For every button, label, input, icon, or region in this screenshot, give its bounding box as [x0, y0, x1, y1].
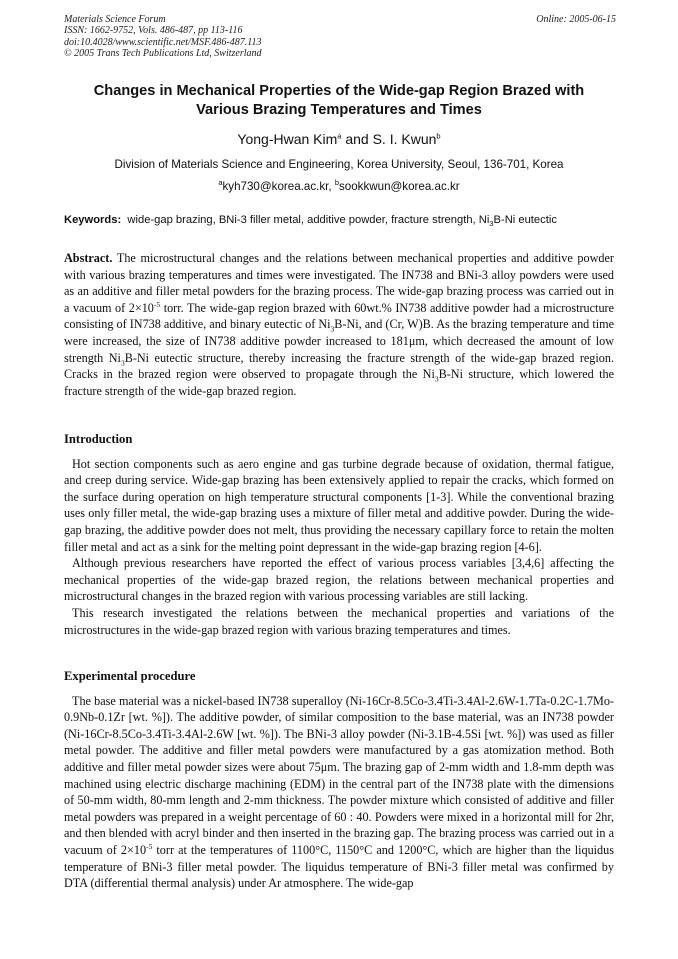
abstract-text-3: B-Ni, and (Cr, W)B. As the brazing temperature and time were increased, the size of IN738 additive powder increased to 181μm, which decreased the amount of low strength Ni: [64, 317, 614, 365]
keywords-text: wide-gap brazing, BNi-3 filler metal, additive powder, fracture strength, Ni: [127, 214, 490, 226]
abstract-text-1: The microstructural changes and the relations between mechanical properties and additive powder with various brazing temperatures and times were investigated. The IN738 and BNi-3 alloy powders were used as an additive and filler metal powders for the brazing process. The wide-gap brazing process was carried out in a vacuum of 2×10: [64, 251, 614, 315]
keywords-tail: B-Ni eutectic: [493, 214, 557, 226]
abstract-paragraph: [64, 250, 614, 399]
keywords-sub: 3: [489, 219, 494, 229]
abstract-text-5: B-Ni structure, which lowered the fracture strength of the wide-gap brazed region.: [64, 367, 614, 398]
email-b[interactable]: sookkwun@korea.ac.kr: [338, 180, 460, 193]
abstract-section: [64, 250, 614, 399]
abstract-sup: -5: [153, 299, 161, 309]
title-line-2: Various Brazing Temperatures and Times: [196, 102, 482, 118]
abstract-sub-2: 3: [120, 358, 125, 367]
author-separator: and: [341, 131, 373, 147]
email-a-mark: a: [218, 178, 223, 188]
copyright-line: © 2005 Trans Tech Publications Ltd, Switzerland: [64, 48, 262, 60]
abstract-sub-1: 3: [330, 324, 335, 334]
author-2-mark: b: [436, 131, 441, 141]
abstract-text-2: torr. The wide-gap region brazed with 60wt.% IN738 additive powder had a microstructure consisting of IN738 additive, and binary eutectic of Ni: [64, 300, 615, 332]
experimental-paragraph: [64, 693, 614, 892]
introduction-paragraph-3: This research investigated the relations between the mechanical properties and variations of the microstructures in the wide-gap brazed region with various brazing temperatures and times.: [64, 605, 614, 637]
title-line-1: Changes in Mechanical Properties of the Wide-gap Region Brazed with: [93, 83, 585, 99]
abstract-text-4: B-Ni eutectic structure, thereby increasing the fracture strength of the wide-gap brazed region. Cracks in the brazed region were observed to propagate through the Ni: [64, 350, 614, 382]
experimental-sup: -5: [146, 841, 153, 851]
introduction-section: [64, 431, 614, 638]
author-1-mark: a: [337, 131, 342, 141]
author-list: [40, 130, 638, 148]
email-a[interactable]: kyh730@korea.ac.kr,: [222, 180, 335, 193]
issn-line: ISSN: 1662-9752, Vols. 486-487, pp 113-116: [64, 25, 243, 37]
paper-title: [40, 82, 638, 120]
email-b-mark: b: [334, 178, 339, 188]
experimental-text-1: The base material was a nickel-based IN738 superalloy (Ni-16Cr-8.5Co-3.4Ti-3.4Al-2.6W-1.7Ta-0.2C-1.7Mo-0.9Nb-0.1Zr [wt. %]). The additive powder, of similar composition to the base material, was an IN738 powder (Ni-16Cr-8.5Co-3.4Ti-3.4Al-2.6W [wt. %]). The BNi-3 alloy powder (Ni-3.1B-4.5Si [wt. %]) was used as filler metal powder. The additive and filler metal powders were manufactured by a gas atomization method. Both additive and filler metal powder sizes were about 75μm. The brazing gap of 2-mm width and 1.8-mm depth was machined using electric discharge machining (EDM) in the central part of the IN738 plate with the dimensions of 50-mm width, 80-mm length and 2-mm thickness. The powder mixture which consisted of additive and filler metal powders was prepared in a weight percentage of 60 : 40. Powders were mixed in a horizontal mill for 2hr, and then blended with acryl binder and then inserted in the brazing gap. The brazing process was carried out in a vacuum of 2×10: [64, 693, 614, 857]
introduction-paragraph-1: Hot section components such as aero engine and gas turbine degrade because of oxidation, thermal fatigue, and creep during service. Wide-gap brazing has been extensively applied to repair the cracks, which formed on the surface during operation on high temperature structural components [1-3]. While the conventional brazing uses only filler metal, the wide-gap brazing uses a mixture of filler metal and additive powder. During the wide-gap brazing, the additive powder does not melt, thus providing the necessary capillary force to retain the molten filler metal and act as a sink for the melting point depressant in the wide-gap brazing region [4-6].: [64, 456, 614, 554]
journal-name: Materials Science Forum: [64, 14, 166, 25]
online-date: Online: 2005-06-15: [536, 14, 616, 25]
author-2: S. I. Kwun: [372, 131, 437, 147]
abstract-label: Abstract.: [64, 251, 113, 265]
abstract-sub-3: 3: [434, 374, 439, 384]
introduction-heading: Introduction: [64, 432, 133, 446]
keywords: [64, 213, 620, 228]
journal-header: [64, 14, 616, 60]
experimental-section: [64, 668, 614, 892]
introduction-paragraph-2: Although previous researchers have reported the effect of various process variables [3,4,6] affecting the mechanical properties of the wide-gap brazed region, the relations between mechanical properties and microstructural changes in the brazed region with various processing variables are still lacking.: [64, 556, 614, 604]
author-1: Yong-Hwan Kim: [237, 131, 338, 147]
keywords-label: Keywords:: [64, 214, 122, 226]
experimental-heading: Experimental procedure: [64, 669, 196, 683]
author-emails: [40, 179, 638, 194]
experimental-text-2: torr at the temperatures of 1100°C, 1150°C and 1200°C, which are higher than the liquidus temperature of BNi-3 filler metal powder. The liquidus temperature of BNi-3 filler metal was confirmed by DTA (differential thermal analysis) under Ar atmosphere. The wide-gap: [64, 842, 614, 891]
doi-line[interactable]: doi:10.4028/www.scientific.net/MSF.486-487.113: [64, 36, 262, 48]
affiliation: Division of Materials Science and Engineering, Korea University, Seoul, 136-701, Korea: [114, 158, 564, 171]
